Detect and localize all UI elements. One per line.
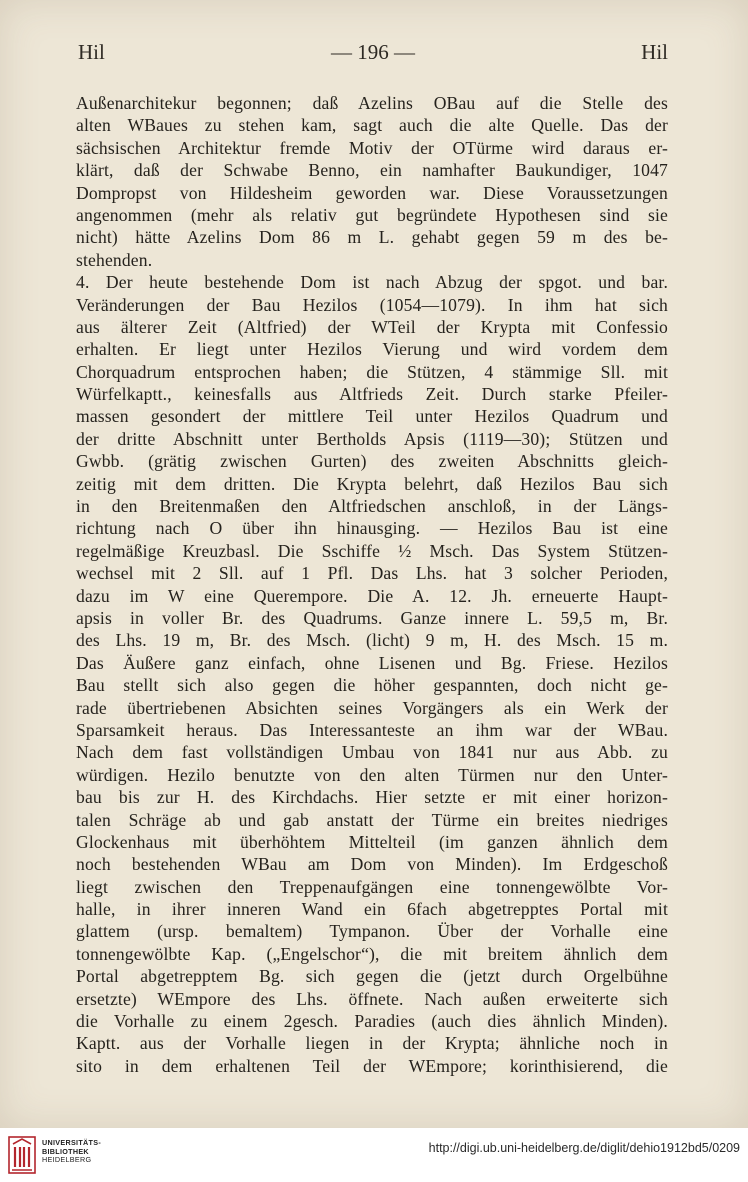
text-line: Gwbb. (grätig zwischen Gurten) des zweiten Abschnitts gleich- xyxy=(76,451,668,472)
text-line: zeitig mit dem dritten. Die Krypta belehrt, daß Hezilos Bau sich xyxy=(76,473,668,494)
text-line: Sparsamkeit heraus. Das Interessanteste an ihm war der WBau. xyxy=(76,719,668,740)
text-line: die Vorhalle zu einem 2gesch. Paradies (auch dies ähnlich Minden). xyxy=(76,1011,668,1032)
library-seal-icon xyxy=(8,1136,36,1174)
text-line: Glockenhaus mit überhöhtem Mittelteil (im ganzen ähnlich dem xyxy=(76,831,668,852)
text-line: halle, in ihrer inneren Wand ein 6fach abgetrepptes Portal mit xyxy=(76,899,668,920)
text-line: stehenden. xyxy=(76,249,153,270)
text-line: sächsischen Architektur fremde Motiv der OTürme wird daraus er- xyxy=(76,137,668,158)
text-line: aus älterer Zeit (Altfried) der WTeil der Krypta mit Confessio xyxy=(76,316,668,337)
text-line: tonnengewölbte Kap. („Engelschor“), die mit breitem ähnlich dem xyxy=(76,943,668,964)
text-line: in den Breitenmaßen den Altfriedschen anschloß, in der Längs- xyxy=(76,496,668,517)
text-line: Kaptt. aus der Vorhalle liegen in der Krypta; ähnliche noch in xyxy=(76,1033,668,1054)
text-line: klärt, daß der Schwabe Benno, ein namhafter Baukundiger, 1047 xyxy=(76,160,668,181)
header-left-keyword: Hil xyxy=(78,40,105,64)
university-library-logo[interactable] xyxy=(8,1136,36,1174)
text-line: liegt zwischen den Treppenaufgängen eine tonnengewölbte Vor- xyxy=(76,876,668,897)
text-line: 4. Der heute bestehende Dom ist nach Abzug der spgot. und bar. xyxy=(76,272,668,293)
text-line: würdigen. Hezilo benutzte von den alten Türmen nur den Unter- xyxy=(76,764,668,785)
text-line: Nach dem fast vollständigen Umbau von 1841 nur aus Abb. zu xyxy=(76,742,668,763)
text-line: dazu im W eine Querempore. Die A. 12. Jh. erneuerte Haupt- xyxy=(76,585,668,606)
library-name-line: UNIVERSITÄTS- xyxy=(42,1138,102,1147)
page-number: — 196 — xyxy=(331,40,415,64)
text-line: Würfelkaptt., keinesfalls aus Altfrieds Zeit. Durch starke Pfeiler- xyxy=(76,384,668,405)
text-line: wechsel mit 2 Sll. auf 1 Pfl. Das Lhs. hat 3 solcher Perioden, xyxy=(76,563,668,584)
text-line: rade übertriebenen Absichten seines Vorgängers als ein Werk der xyxy=(76,697,668,718)
library-name-line: HEIDELBERG xyxy=(42,1155,92,1165)
page-header xyxy=(78,40,668,70)
text-line: ersetzte) WEmpore des Lhs. öffnete. Nach außen erweiterte sich xyxy=(76,988,668,1009)
text-line: Chorquadrum entsprochen haben; die Stützen, 4 stämmige Sll. mit xyxy=(76,361,668,382)
body-text xyxy=(76,92,668,1077)
text-line: sito in dem erhaltenen Teil der WEmpore; korinthisierend, die xyxy=(76,1055,668,1076)
text-line: apsis in voller Br. des Quadrums. Ganze innere L. 59,5 m, Br. xyxy=(76,607,668,628)
text-line: des Lhs. 19 m, Br. des Msch. (licht) 9 m, H. des Msch. 15 m. xyxy=(76,630,668,651)
text-line: erhalten. Er liegt unter Hezilos Vierung und wird vordem dem xyxy=(76,339,668,360)
text-line: alten WBaues zu stehen kam, sagt auch die alte Quelle. Das der xyxy=(76,115,668,136)
library-name xyxy=(42,1139,101,1165)
text-line: Bau stellt sich also gegen die höher gespannten, doch nicht ge- xyxy=(76,675,668,696)
text-line: Außenarchitekur begonnen; daß Azelins OBau auf die Stelle des xyxy=(76,93,668,113)
text-line: massen gesondert der mittlere Teil unter Hezilos Quadrum und xyxy=(76,406,668,427)
header-right-keyword: Hil xyxy=(641,40,668,64)
text-line: bau bis zur H. des Kirchdachs. Hier setzte er mit einer horizon- xyxy=(76,787,668,808)
text-line: regelmäßige Kreuzbasl. Die Sschiffe ½ Msch. Das System Stützen- xyxy=(76,540,668,561)
permalink-url[interactable]: http://digi.ub.uni-heidelberg.de/diglit/dehio1912bd5/0209 xyxy=(428,1141,740,1155)
text-line: richtung nach O über ihn hinausging. — Hezilos Bau ist eine xyxy=(76,518,668,539)
text-line: talen Schräge ab und gab anstatt der Türme ein breites niedriges xyxy=(76,809,668,830)
text-line: Veränderungen der Bau Hezilos (1054—1079). In ihm hat sich xyxy=(76,294,668,315)
text-line: noch bestehenden WBau am Dom von Minden). Im Erdgeschoß xyxy=(76,854,668,875)
text-line: Portal abgetrepptem Bg. sich gegen die (jetzt durch Orgelbühne xyxy=(76,966,668,987)
footer-bar xyxy=(0,1128,748,1182)
text-line: glattem (ursp. bemaltem) Tympanon. Über der Vorhalle eine xyxy=(76,921,668,942)
library-name-line: BIBLIOTHEK xyxy=(42,1146,89,1156)
text-line: der dritte Abschnitt unter Bertholds Apsis (1119—30); Stützen und xyxy=(76,428,668,449)
text-line: Das Äußere ganz einfach, ohne Lisenen und Bg. Friese. Hezilos xyxy=(76,652,668,673)
text-line: angenommen (mehr als relativ gut begründete Hypothesen sind sie xyxy=(76,204,668,225)
text-line: nicht) hätte Azelins Dom 86 m L. gehabt gegen 59 m des be- xyxy=(76,227,668,248)
text-line: Dompropst von Hildesheim geworden war. Diese Voraussetzungen xyxy=(76,182,668,203)
